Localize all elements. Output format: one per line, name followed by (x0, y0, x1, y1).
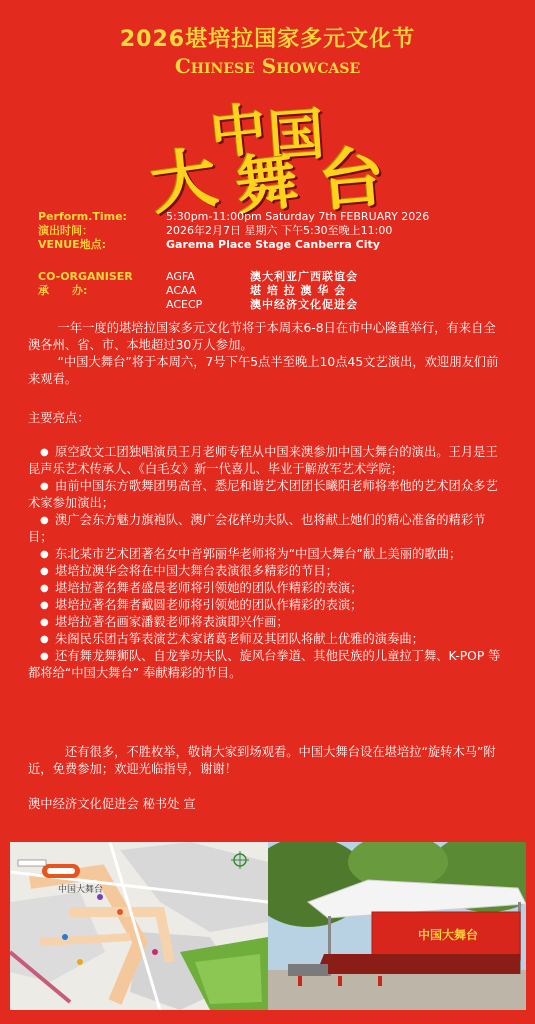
highlights-title: 主要亮点： (28, 411, 90, 425)
perform-row (38, 210, 498, 224)
venue-value: Garema Place Stage Canberra City (166, 238, 380, 251)
org-abbr: AGFA (166, 270, 195, 283)
venue-row (38, 238, 498, 252)
highlight-item: ● 朱阁民乐团古筝表演艺术家诸葛老师及其团队将献上优雅的演奏曲； (28, 631, 506, 648)
logo-char: 国 (266, 101, 327, 171)
highlight-item: ● 堪培拉澳华会将在中国大舞台表演很多精彩的节目； (28, 563, 506, 580)
highlights-list (28, 444, 506, 682)
highlight-item: ● 澳广会东方魅力旗袍队、澳广会花样功夫队、也将献上她们的精心准备的精彩节目； (28, 512, 506, 546)
perform-value: 2026年2月7日 星期六 下午5:30至晚上11:00 (166, 224, 393, 237)
org-abbr: ACAA (166, 284, 197, 297)
venue-map-graphic (10, 842, 268, 1010)
festival-title: 2026堪培拉国家多元文化节 (119, 27, 416, 52)
co-organiser-label-cn: 承 办: (38, 284, 88, 297)
co-organiser-row (38, 284, 498, 298)
showcase-title: Chinese Showcase (174, 54, 361, 78)
venue-label: VENUE地点: (38, 238, 107, 251)
highlight-item: ● 堪培拉著名舞者戴圆老师将引领她的团队作精彩的表演； (28, 597, 506, 614)
intro-text (28, 320, 506, 388)
perform-value: 5:30pm-11:00pm Saturday 7th FEBRUARY 2026 (166, 210, 430, 223)
closing-paragraph: 还有很多，不胜枚举，敬请大家到场观看。中国大舞台设在堪培拉“旋转木马”附近，免费参加；欢迎光临指导，谢谢！ (28, 745, 496, 776)
org-name: 澳中经济文化促进会 (250, 298, 358, 311)
co-organiser-row (38, 270, 498, 284)
org-name: 堪 培 拉 澳 华 会 (250, 284, 347, 297)
logo-char: 中 (207, 96, 270, 168)
highlight-item: ● 堪培拉著名舞者盛晨老师将引领她的团队作精彩的表演； (28, 580, 506, 597)
logo-char: 大 (145, 137, 222, 225)
org-name: 澳大利亚广西联谊会 (250, 270, 358, 283)
closing-text (28, 744, 506, 778)
highlight-item: ● 由前中国东方歌舞团男高音、悉尼和谐艺术团团长曦阳老师将率他的艺术团众多艺术家参加演出； (28, 478, 506, 512)
signature: 澳中经济文化促进会 秘书处 宣 (28, 797, 196, 811)
co-organiser-row (38, 298, 498, 312)
perform-label: 演出时间： (38, 224, 93, 237)
perform-info (38, 210, 498, 252)
stage-banner-text: 中国大舞台 (418, 928, 479, 942)
perform-label: Perform.Time: (38, 210, 127, 223)
logo-char: 台 (315, 137, 388, 221)
intro-paragraph: “中国大舞台”将于本周六，7号下午5点半至晚上10点45文艺演出，欢迎朋友们前来观看。 (28, 355, 499, 386)
stage-photo (268, 842, 526, 1010)
org-abbr: ACECP (166, 298, 203, 311)
stage-photo-graphic (268, 842, 526, 1010)
highlight-item: ● 原空政文工团独唱演员王月老师专程从中国来澳参加中国大舞台的演出。王月是王昆声乐艺术传承人、《白毛女》新一代喜儿、毕业于解放军艺术学院； (28, 444, 506, 478)
highlight-item: ● 还有舞龙舞狮队、自龙拳功夫队、旋风台拳道、其他民族的儿童拉丁舞、K-POP 等都将给“中国大舞台” 奉献精彩的节目。 (28, 648, 506, 682)
intro-paragraph: 一年一度的堪培拉国家多元文化节将于本周末6-8日在市中心隆重举行，有来自全澳各州、省、市、本地超过30万人参加。 (28, 321, 496, 352)
perform-row (38, 224, 498, 238)
co-organiser-info (38, 270, 498, 312)
highlight-item: ● 东北某市艺术团著名女中音郭丽华老师将为“中国大舞台”献上美丽的歌曲； (28, 546, 506, 563)
venue-map (10, 842, 268, 1010)
highlight-item: ● 堪培拉著名画家潘毅老师将表演即兴作画； (28, 614, 506, 631)
co-organiser-label-en: CO-ORGANISER (38, 270, 133, 283)
logo-char: 舞 (231, 143, 302, 224)
map-stage-label: 中国大舞台 (58, 885, 104, 895)
